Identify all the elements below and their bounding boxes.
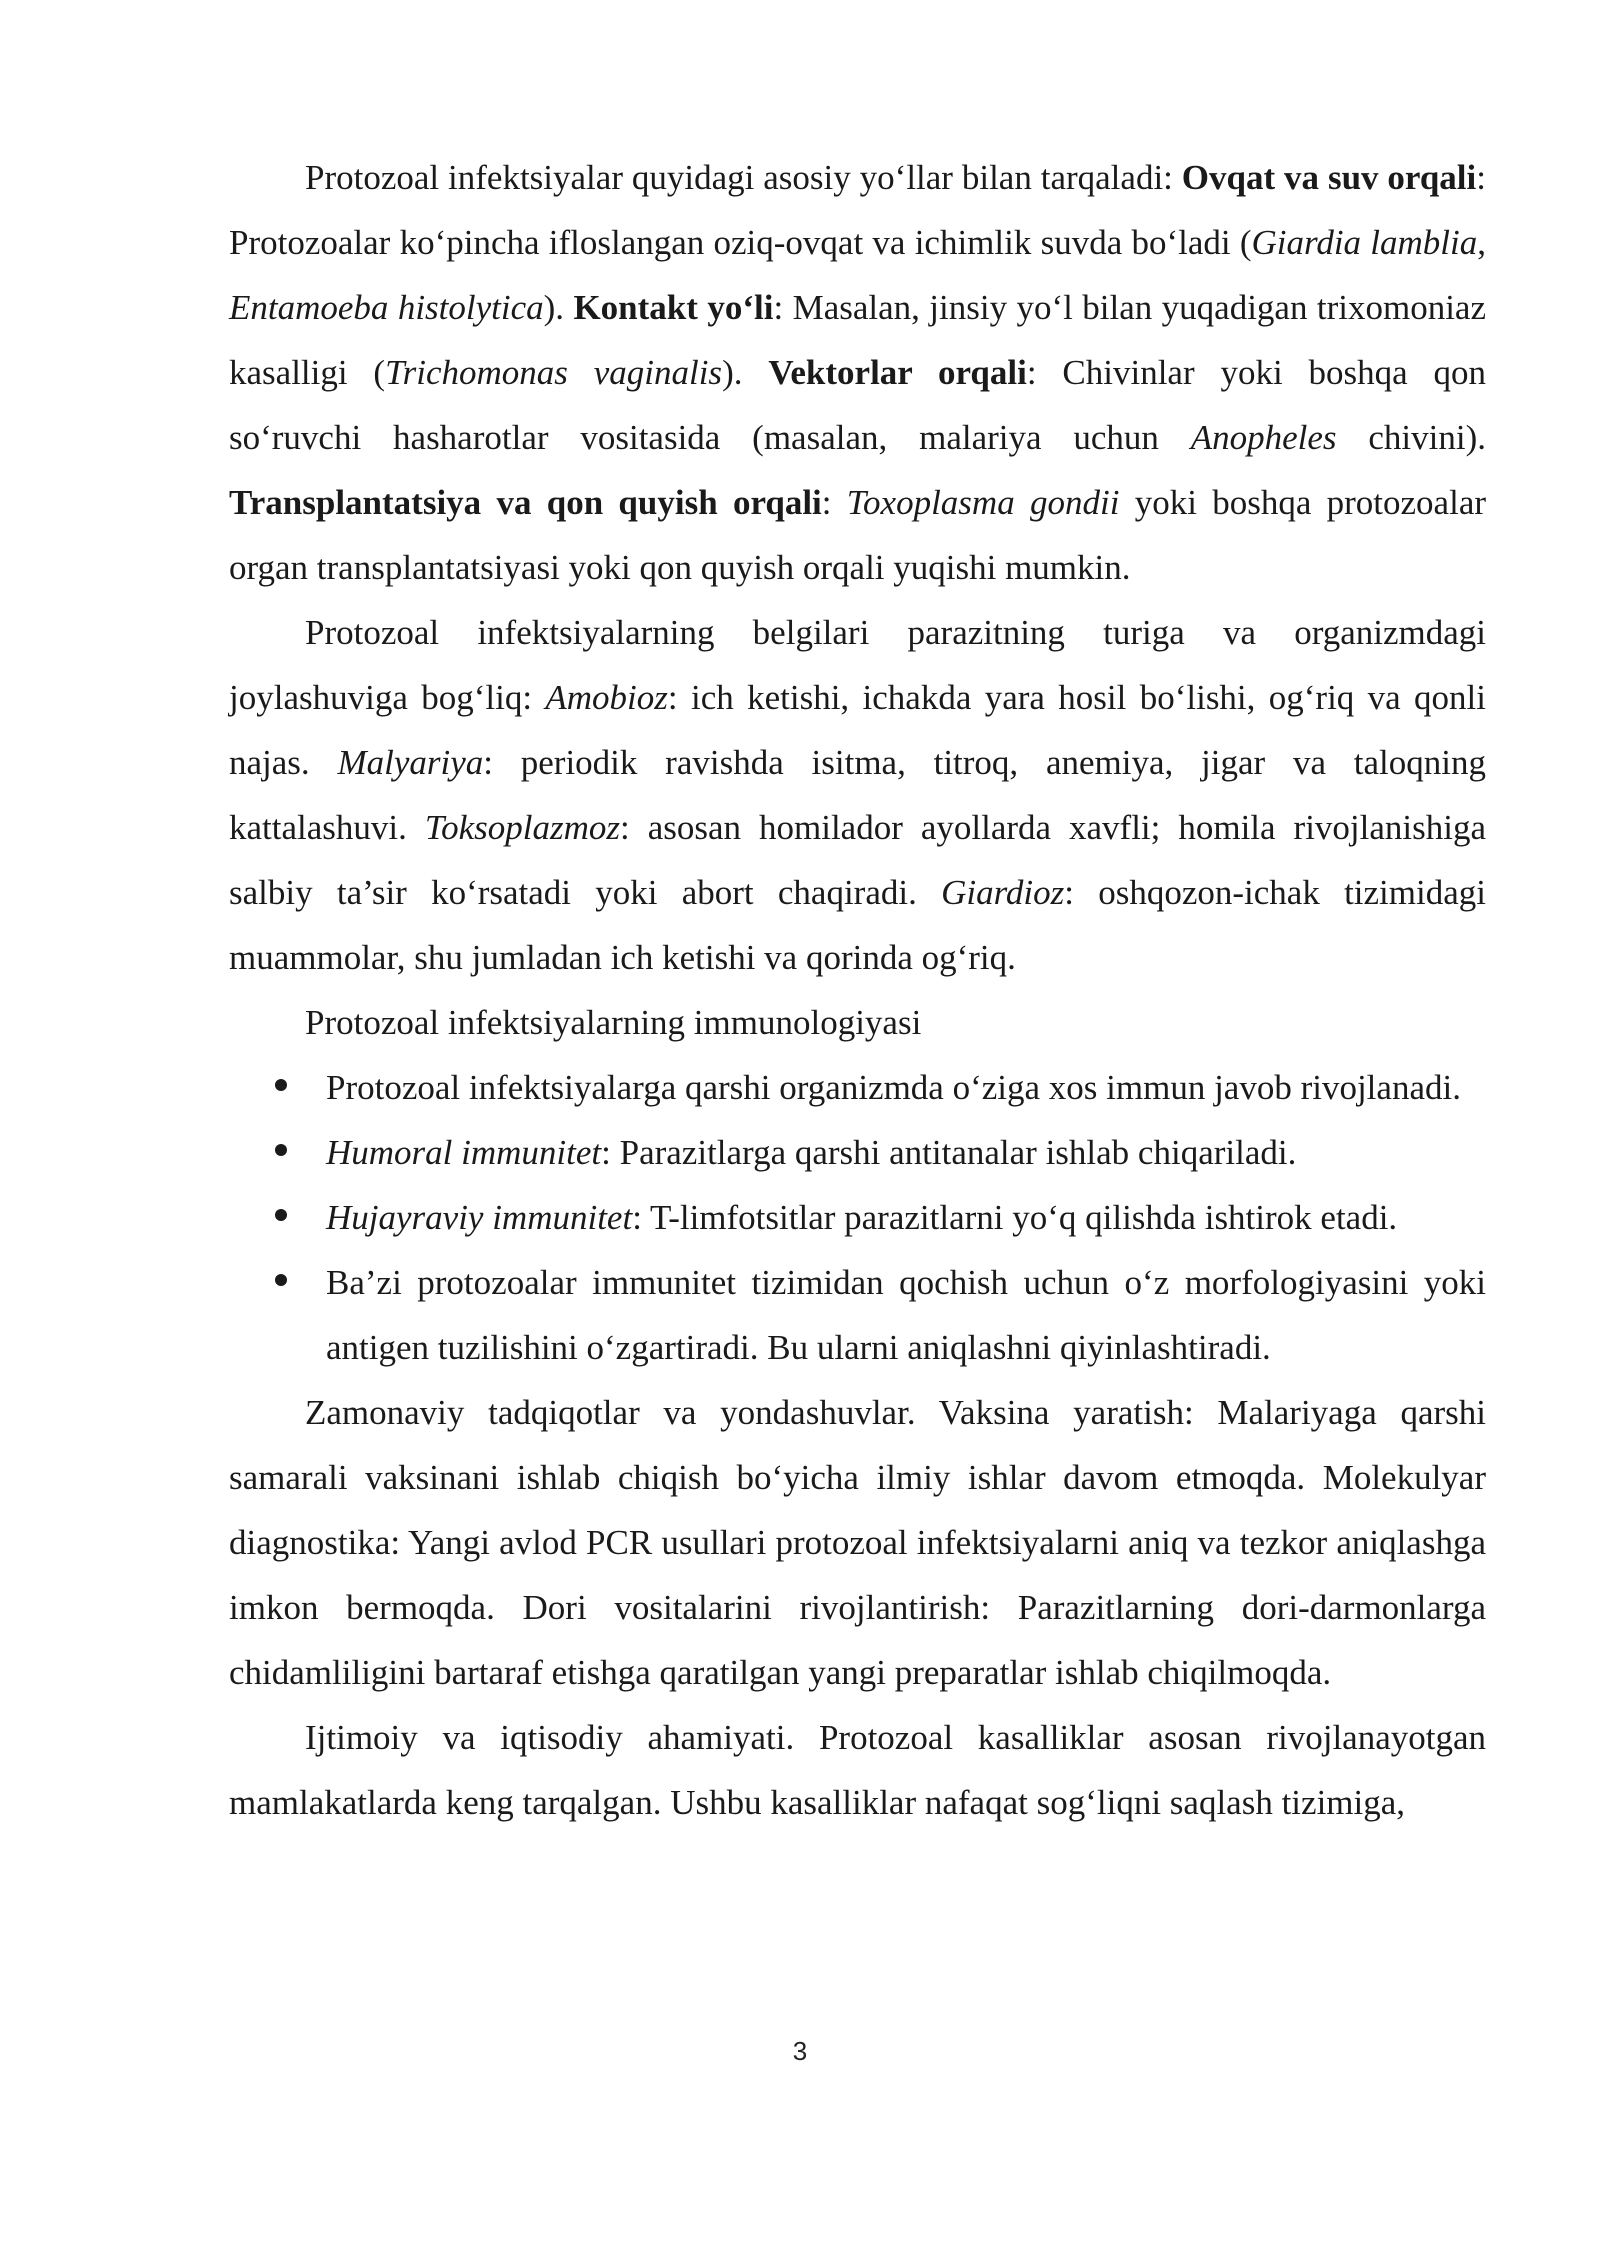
text-span: : Chivinlar yoki boshqa qon so‘ruvchi hasharotlar vositasida (masalan, malariya uchun xyxy=(229,353,1486,457)
bold-term: Kontakt yo‘li xyxy=(573,288,774,327)
list-item-text: Protozoal infektsiyalarga qarshi organizmda o‘ziga xos immun javob rivojlanadi. xyxy=(326,1068,1461,1107)
species-name: Anopheles xyxy=(1190,418,1337,457)
text-span: : Protozoalar ko‘pincha ifloslangan oziq-ovqat va ichimlik suvda bo‘ladi ( xyxy=(229,158,1486,262)
text-span: : periodik ravishda isitma, titroq, anemiya, jigar va taloqning kattalashuvi. xyxy=(229,743,1486,847)
bullet-icon xyxy=(275,1209,287,1221)
paragraph-symptoms xyxy=(229,600,1486,990)
text-span: : asosan homilador ayollarda xavfli; homila rivojlanishiga salbiy ta’sir ko‘rsatadi yoki abort chaqiradi. xyxy=(229,808,1487,912)
bold-term: Transplantatsiya va qon quyish orqali xyxy=(229,483,822,522)
paragraph-social-economic: Ijtimoiy va iqtisodiy ahamiyati. Protozoal kasalliklar asosan rivojlanayotgan mamlakatlarda keng tarqalgan. Ushbu kasalliklar nafaqat sog‘liqni saqlash tizimiga, xyxy=(229,1718,1486,1822)
species-name: Trichomonas vaginalis xyxy=(385,353,723,392)
section-heading-immunology: Protozoal infektsiyalarning immunologiyasi xyxy=(305,1003,922,1042)
text-span: : ich ketishi, ichakda yara hosil bo‘lishi, og‘riq va qonli najas. xyxy=(229,678,1486,782)
immunology-bullet-list xyxy=(229,1055,1486,1380)
text-span: : oshqozon-ichak tizimidagi muammolar, shu jumladan ich ketishi va qorinda og‘riq. xyxy=(229,873,1486,977)
list-item xyxy=(229,1055,1486,1120)
list-item xyxy=(229,1120,1486,1185)
bullet-icon xyxy=(275,1079,287,1091)
page-content xyxy=(229,145,1486,1835)
disease-name: Toksoplazmoz xyxy=(424,808,621,847)
list-item-text: Ba’zi protozoalar immunitet tizimidan qochish uchun o‘z morfologiyasini yoki antigen tuzilishini o‘zgartiradi. Bu ularni aniqlashni qiyinlashtiradi. xyxy=(326,1263,1486,1367)
text-span: ). xyxy=(543,288,574,327)
text-span: chivini). xyxy=(1336,418,1486,457)
list-item-term: Humoral immunitet xyxy=(326,1133,602,1172)
list-item-text: : Parazitlarga qarshi antitanalar ishlab chiqariladi. xyxy=(601,1133,1297,1172)
text-span: Protozoal infektsiyalarning belgilari parazitning turiga va organizmdagi joylashuviga bog‘liq: xyxy=(229,613,1486,717)
disease-name: Amobioz xyxy=(545,678,668,717)
list-item-term: Hujayraviy immunitet xyxy=(326,1198,633,1237)
text-span: , xyxy=(1477,223,1486,262)
disease-name: Malyariya xyxy=(337,743,484,782)
bold-term: Vektorlar orqali xyxy=(768,353,1027,392)
text-span: yoki boshqa protozoalar organ transplantatsiyasi yoki qon quyish orqali yuqishi mumkin. xyxy=(229,483,1487,587)
list-item xyxy=(229,1250,1486,1380)
text-span: : xyxy=(821,483,847,522)
text-span: ). xyxy=(722,353,769,392)
list-item xyxy=(229,1185,1486,1250)
page-number: 3 xyxy=(792,2036,808,2066)
text-span: Protozoal infektsiyalar quyidagi asosiy yo‘llar bilan tarqaladi: xyxy=(305,158,1182,197)
list-item-text: : T-limfotsitlar parazitlarni yo‘q qilishda ishtirok etadi. xyxy=(632,1198,1398,1237)
bullet-icon xyxy=(275,1144,287,1156)
paragraph-modern-research: Zamonaviy tadqiqotlar va yondashuvlar. Vaksina yaratish: Malariyaga qarshi samarali vaksinani ishlab chiqish bo‘yicha ilmiy ishlar davom etmoqda. Molekulyar diagnostika: Yangi avlod PCR usullari protozoal infektsiyalarni aniq va tezkor aniqlashga imkon bermoqda. Dori vositalarini rivojlantirish: Parazitlarning dori-darmonlarga chidamliligini bartaraf etishga qaratilgan yangi preparatlar ishlab chiqilmoqda. xyxy=(229,1393,1486,1692)
species-name: Giardia lamblia xyxy=(1251,223,1478,262)
paragraph-transmission xyxy=(229,145,1486,600)
text-span: : Masalan, jinsiy yo‘l bilan yuqadigan trixomoniaz kasalligi ( xyxy=(229,288,1486,392)
species-name: Entamoeba histolytica xyxy=(229,288,544,327)
species-name: Toxoplasma gondii xyxy=(846,483,1120,522)
bullet-icon xyxy=(275,1274,287,1286)
disease-name: Giardioz xyxy=(941,873,1065,912)
bold-term: Ovqat va suv orqali xyxy=(1181,158,1477,197)
